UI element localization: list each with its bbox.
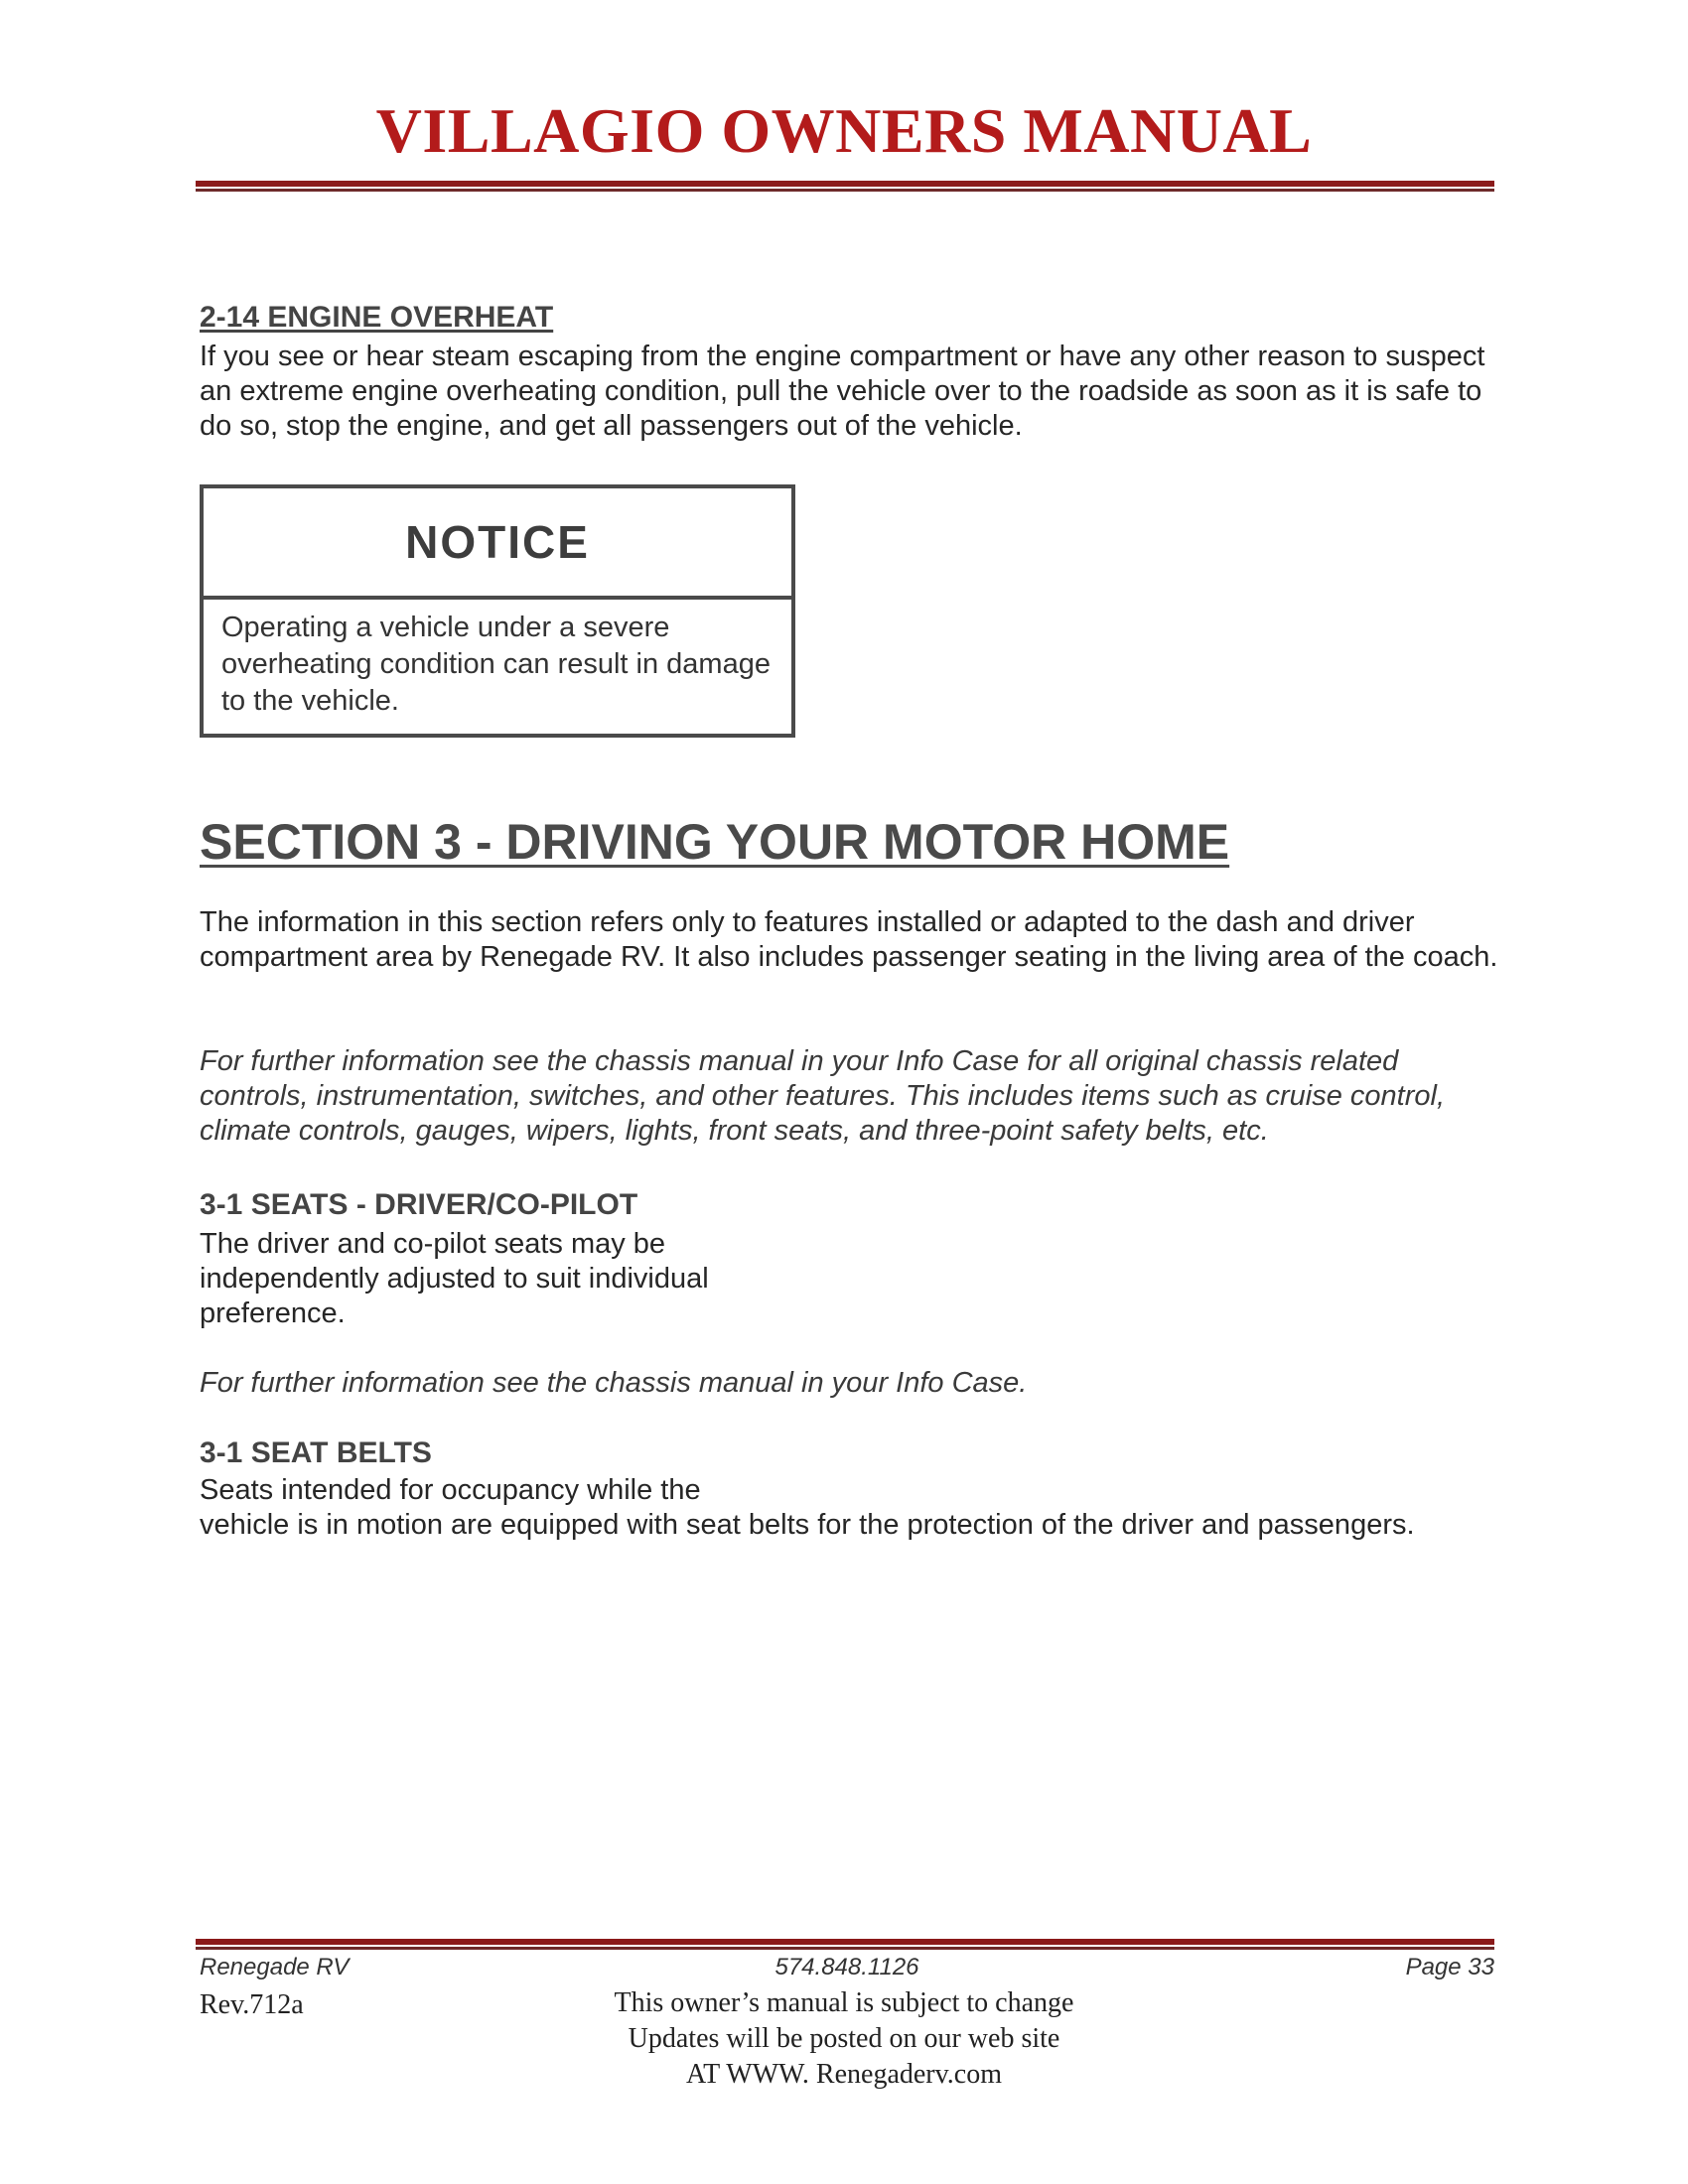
engine-overheat-heading: 2-14 ENGINE OVERHEAT (200, 301, 554, 334)
footer-page-number: Page 33 (1405, 1954, 1494, 1980)
footer-company: Renegade RV (200, 1954, 350, 1980)
section-3-intro: The information in this section refers only to features installed or adapted to the dash and driver compartment area by Renegade RV. It also includes passenger seating in the living area of the coach. (200, 906, 1498, 973)
engine-overheat-body: If you see or hear steam escaping from the engine compartment or have any other reason to suspect an extreme engine overheating condition, pull the vehicle over to the roadside as soon as it is safe to do so, stop the engine, and get all passengers out of the vehicle. (200, 341, 1485, 442)
seats-chassis-note: For further information see the chassis manual in your Info Case. (200, 1367, 1028, 1399)
footer-revision: Rev.712a (200, 1989, 304, 2020)
seat-belts-heading: 3-1 SEAT BELTS (200, 1436, 432, 1469)
footer-rule (196, 1939, 1494, 1950)
section-3-title: SECTION 3 - DRIVING YOUR MOTOR HOME (200, 814, 1230, 870)
seat-belts-line-1: Seats intended for occupancy while the (200, 1474, 701, 1506)
header-rule (196, 181, 1494, 192)
section-3-chassis-note: For further information see the chassis manual in your Info Case for all original chassis related controls, instrumentation, switches, and other features. This includes items such as cruise control, climate controls, gauges, wipers, lights, front seats, and three-point safety belts, etc. (200, 1045, 1446, 1147)
footer-notice-line-2: Updates will be posted on our web site (628, 2023, 1060, 2054)
seats-heading: 3-1 SEATS - DRIVER/CO-PILOT (200, 1188, 638, 1221)
footer-website: AT WWW. Renegaderv.com (685, 2059, 1003, 2090)
notice-heading: NOTICE (204, 488, 791, 600)
document-title: VILLAGIO OWNERS MANUAL (375, 95, 1313, 166)
footer-notice-line-1: This owner’s manual is subject to change (614, 1987, 1074, 2018)
notice-body: Operating a vehicle under a severe overheating condition can result in damage to the vehicle. (221, 612, 771, 717)
seats-body: The driver and co-pilot seats may be independently adjusted to suit individual preference. (200, 1228, 709, 1329)
seat-belts-line-2: vehicle is in motion are equipped with seat belts for the protection of the driver and passengers. (200, 1509, 1415, 1541)
footer-phone: 574.848.1126 (774, 1954, 919, 1980)
notice-box (200, 484, 795, 738)
